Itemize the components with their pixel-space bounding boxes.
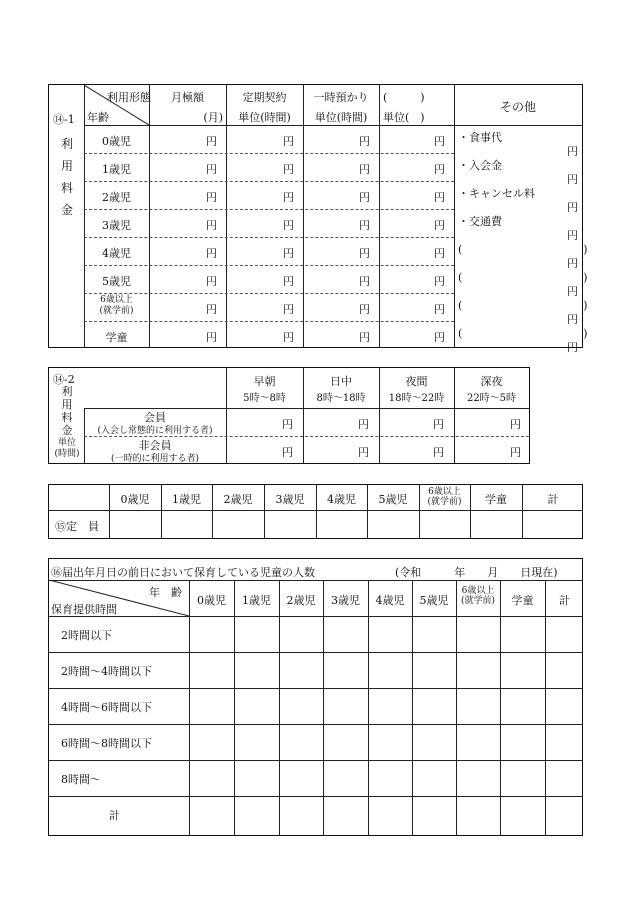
other-fee-yen: 円 — [567, 229, 578, 242]
header-monthly: 月極額 — [171, 91, 204, 104]
children-count-cell[interactable] — [325, 618, 366, 650]
children-count-cell[interactable] — [414, 618, 454, 650]
yen-unit: 円 — [510, 418, 521, 431]
capacity-input[interactable] — [111, 513, 159, 537]
row-age-label: 3歳児 — [102, 219, 131, 232]
children-header: 1歳児 — [242, 594, 271, 607]
children-count-cell[interactable] — [281, 726, 321, 758]
yen-unit: 円 — [206, 247, 217, 260]
children-header: 学童 — [511, 594, 534, 607]
children-count-cell[interactable] — [414, 726, 454, 758]
children-header: 計 — [559, 594, 570, 607]
yen-unit: 円 — [206, 191, 217, 204]
diag-bottom-label: 年齢 — [87, 111, 109, 124]
capacity-header: 6歳以上 (就学前) — [427, 487, 462, 507]
other-fee-yen: 円 — [567, 145, 578, 158]
other-fee-item: ・交通費 — [458, 215, 502, 228]
yen-unit: 円 — [283, 303, 294, 316]
header-custom: ( ) — [383, 91, 425, 104]
header-late-time: 22時～5時 — [466, 393, 517, 404]
children-count-cell[interactable] — [191, 762, 232, 794]
children-header: 2歳児 — [286, 594, 316, 607]
children-count-cell[interactable] — [191, 798, 232, 830]
children-count-cell[interactable] — [281, 762, 321, 794]
children-header: 4歳児 — [375, 594, 405, 607]
yen-unit: 円 — [434, 331, 445, 344]
other-fee-yen: 円 — [567, 341, 578, 354]
children-count-cell[interactable] — [502, 762, 543, 794]
time-row-label: 4時間～6時間以下 — [61, 701, 152, 714]
yen-unit: 円 — [434, 135, 445, 148]
yen-unit: 円 — [206, 163, 217, 176]
fee-table-2 — [48, 367, 530, 464]
row-member: 会員 — [144, 411, 166, 424]
header-night-time: 18時～22時 — [388, 393, 445, 404]
yen-unit: 円 — [206, 219, 217, 232]
time-row-label: 2時間以下 — [61, 629, 112, 642]
children-count-cell[interactable] — [281, 798, 321, 830]
children-count-cell[interactable] — [414, 690, 454, 722]
children-header: 3歳児 — [331, 594, 360, 607]
yen-unit: 円 — [359, 247, 370, 260]
children-count-cell[interactable] — [547, 762, 582, 794]
capacity-input[interactable] — [318, 513, 365, 537]
time-row-label: 8時間～ — [61, 773, 101, 786]
other-fee-item: ・食事代 — [458, 131, 502, 144]
children-count-cell[interactable] — [236, 654, 277, 686]
children-count-cell[interactable] — [236, 762, 277, 794]
header-early-time: 5時～8時 — [243, 393, 286, 404]
yen-unit: 円 — [434, 219, 445, 232]
time-row-label: 計 — [109, 809, 120, 822]
yen-unit: 円 — [434, 247, 445, 260]
yen-unit: 円 — [433, 418, 444, 431]
children-count-cell[interactable] — [502, 726, 543, 758]
children-count-cell[interactable] — [191, 618, 232, 650]
yen-unit: 円 — [283, 191, 294, 204]
time-row-label: 6時間～8時間以下 — [61, 737, 152, 750]
children-count-cell[interactable] — [458, 726, 498, 758]
children-count-cell[interactable] — [191, 690, 232, 722]
header-early: 早朝 — [253, 375, 276, 388]
children-count-cell[interactable] — [502, 798, 543, 830]
diag-top-label-2: 年 齢 — [149, 586, 182, 599]
children-count-cell[interactable] — [281, 690, 321, 722]
yen-unit: 円 — [358, 446, 369, 459]
header-day: 日中 — [330, 375, 352, 388]
capacity-label: ⑮定 員 — [55, 520, 99, 533]
capacity-table — [48, 484, 583, 539]
children-count-cell[interactable] — [370, 726, 410, 758]
yen-unit: 円 — [206, 275, 217, 288]
fee-table-1 — [48, 84, 588, 354]
other-fee-item: ・入会金 — [458, 159, 502, 172]
yen-unit: 円 — [283, 275, 294, 288]
yen-unit: 円 — [283, 247, 294, 260]
children-count-cell[interactable] — [236, 690, 277, 722]
header-temporary-unit: 単位(時間) — [314, 111, 368, 124]
section-number: ⑭-1 — [53, 113, 75, 126]
children-count-cell[interactable] — [458, 762, 498, 794]
row-nonmember-note: (一時的に利用する者) — [110, 454, 200, 464]
children-count-cell[interactable] — [281, 618, 321, 650]
other-fee-item: ( ) — [458, 299, 588, 312]
yen-unit: 円 — [206, 303, 217, 316]
capacity-input[interactable] — [472, 513, 520, 537]
header-temporary: 一時預かり — [313, 91, 369, 104]
other-fee-yen: 円 — [567, 285, 578, 298]
other-fee-yen: 円 — [567, 257, 578, 270]
other-fee-item: ( ) — [458, 243, 588, 256]
date-text: (令和 年 月 日現在) — [395, 566, 558, 579]
capacity-header: 計 — [547, 493, 559, 506]
yen-unit: 円 — [434, 275, 445, 288]
children-count-cell[interactable] — [458, 654, 498, 686]
header-late: 深夜 — [480, 375, 503, 388]
other-fee-yen: 円 — [567, 201, 578, 214]
row-age-label: 4歳児 — [102, 247, 131, 260]
yen-unit: 円 — [283, 219, 294, 232]
row-age-label: 6歳以上 (就学前) — [99, 295, 134, 316]
yen-unit: 円 — [282, 446, 293, 459]
capacity-header: 学童 — [485, 493, 507, 506]
children-count-cell[interactable] — [502, 618, 543, 650]
time-row-label: 2時間～4時間以下 — [61, 665, 152, 678]
children-title: ⑯届出年月日の前日において保育している児童の人数 — [51, 566, 315, 579]
children-count-cell[interactable] — [547, 690, 582, 722]
children-count-cell[interactable] — [325, 762, 366, 794]
yen-unit: 円 — [206, 135, 217, 148]
row-nonmember: 非会員 — [138, 439, 172, 452]
children-count-cell[interactable] — [414, 762, 454, 794]
row-age-label: 5歳児 — [102, 275, 131, 288]
capacity-input[interactable] — [369, 513, 417, 537]
header-night: 夜間 — [405, 375, 428, 388]
children-count-cell[interactable] — [370, 690, 410, 722]
yen-unit: 円 — [358, 418, 369, 431]
children-header: 0歳児 — [197, 594, 226, 607]
children-count-cell[interactable] — [325, 690, 366, 722]
children-count-cell[interactable] — [191, 726, 232, 758]
other-fee-item: ( ) — [458, 271, 588, 284]
side-label-2: 利 用 料 金 — [61, 385, 73, 437]
children-count-cell[interactable] — [458, 798, 498, 830]
children-count-cell[interactable] — [458, 690, 498, 722]
section-number-2: ⑭-2 — [53, 373, 75, 386]
children-count-cell[interactable] — [547, 798, 582, 830]
children-count-cell[interactable] — [414, 798, 454, 830]
side-label: 利 用 料 金 — [60, 137, 73, 217]
children-count-cell[interactable] — [191, 654, 232, 686]
yen-unit: 円 — [433, 446, 444, 459]
diag-bottom-label-2: 保育提供時間 — [51, 603, 117, 616]
children-count-cell[interactable] — [370, 798, 410, 830]
yen-unit: 円 — [359, 135, 370, 148]
capacity-header: 0歳児 — [120, 493, 150, 506]
children-count-cell[interactable] — [414, 654, 454, 686]
capacity-input[interactable] — [421, 513, 468, 537]
children-count-cell[interactable] — [325, 798, 366, 830]
capacity-header: 3歳児 — [275, 493, 305, 506]
diag-top-label: 利用形態 — [107, 91, 151, 104]
header-custom-unit: 単位( ) — [383, 111, 425, 124]
other-fee-yen: 円 — [567, 313, 578, 326]
yen-unit: 円 — [206, 331, 217, 344]
yen-unit: 円 — [359, 191, 370, 204]
children-table — [48, 558, 583, 836]
yen-unit: 円 — [434, 303, 445, 316]
header-contract-unit: 単位(時間) — [238, 111, 291, 124]
other-fee-item: ( ) — [458, 327, 588, 340]
children-count-cell[interactable] — [547, 726, 582, 758]
row-member-note: (入会し常態的に利用する者) — [97, 426, 213, 436]
other-fee-yen: 円 — [567, 173, 578, 186]
children-count-cell[interactable] — [370, 618, 410, 650]
header-day-time: 8時～18時 — [316, 393, 366, 404]
yen-unit: 円 — [510, 446, 521, 459]
yen-unit: 円 — [359, 163, 370, 176]
capacity-header: 1歳児 — [172, 493, 201, 506]
children-count-cell[interactable] — [236, 618, 277, 650]
yen-unit: 円 — [359, 303, 370, 316]
children-count-cell[interactable] — [370, 762, 410, 794]
children-count-cell[interactable] — [502, 690, 543, 722]
children-count-cell[interactable] — [236, 798, 277, 830]
children-count-cell[interactable] — [325, 654, 366, 686]
children-header: 5歳児 — [419, 594, 449, 607]
children-header: 6歳以上 (就学前) — [460, 586, 496, 606]
yen-unit: 円 — [359, 331, 370, 344]
children-count-cell[interactable] — [547, 618, 582, 650]
capacity-input[interactable] — [266, 513, 314, 537]
header-monthly-unit: (月) — [203, 111, 223, 124]
capacity-header: 4歳児 — [327, 493, 356, 506]
other-fee-item: ・キャンセル料 — [458, 187, 535, 200]
yen-unit: 円 — [434, 191, 445, 204]
row-age-label: 1歳児 — [102, 163, 131, 176]
header-other: その他 — [499, 100, 536, 114]
header-contract: 定期契約 — [242, 91, 287, 104]
yen-unit: 円 — [283, 163, 294, 176]
yen-unit: 円 — [283, 331, 294, 344]
unit-label-2: 単位 (時間) — [54, 438, 80, 459]
children-count-cell[interactable] — [281, 654, 321, 686]
yen-unit: 円 — [434, 163, 445, 176]
children-count-cell[interactable] — [325, 726, 366, 758]
children-count-cell[interactable] — [458, 618, 498, 650]
yen-unit: 円 — [359, 275, 370, 288]
row-age-label: 学童 — [105, 331, 128, 344]
yen-unit: 円 — [359, 219, 370, 232]
yen-unit: 円 — [282, 418, 293, 431]
children-count-cell[interactable] — [236, 726, 277, 758]
capacity-input[interactable] — [163, 513, 210, 537]
row-age-label: 2歳児 — [102, 191, 131, 204]
capacity-header: 5歳児 — [378, 493, 408, 506]
children-count-cell[interactable] — [370, 654, 410, 686]
row-age-label: 0歳児 — [102, 135, 131, 148]
capacity-input[interactable] — [214, 513, 262, 537]
capacity-input[interactable] — [524, 513, 582, 537]
capacity-header: 2歳児 — [223, 493, 253, 506]
yen-unit: 円 — [283, 135, 294, 148]
children-count-cell[interactable] — [547, 654, 582, 686]
children-count-cell[interactable] — [502, 654, 543, 686]
